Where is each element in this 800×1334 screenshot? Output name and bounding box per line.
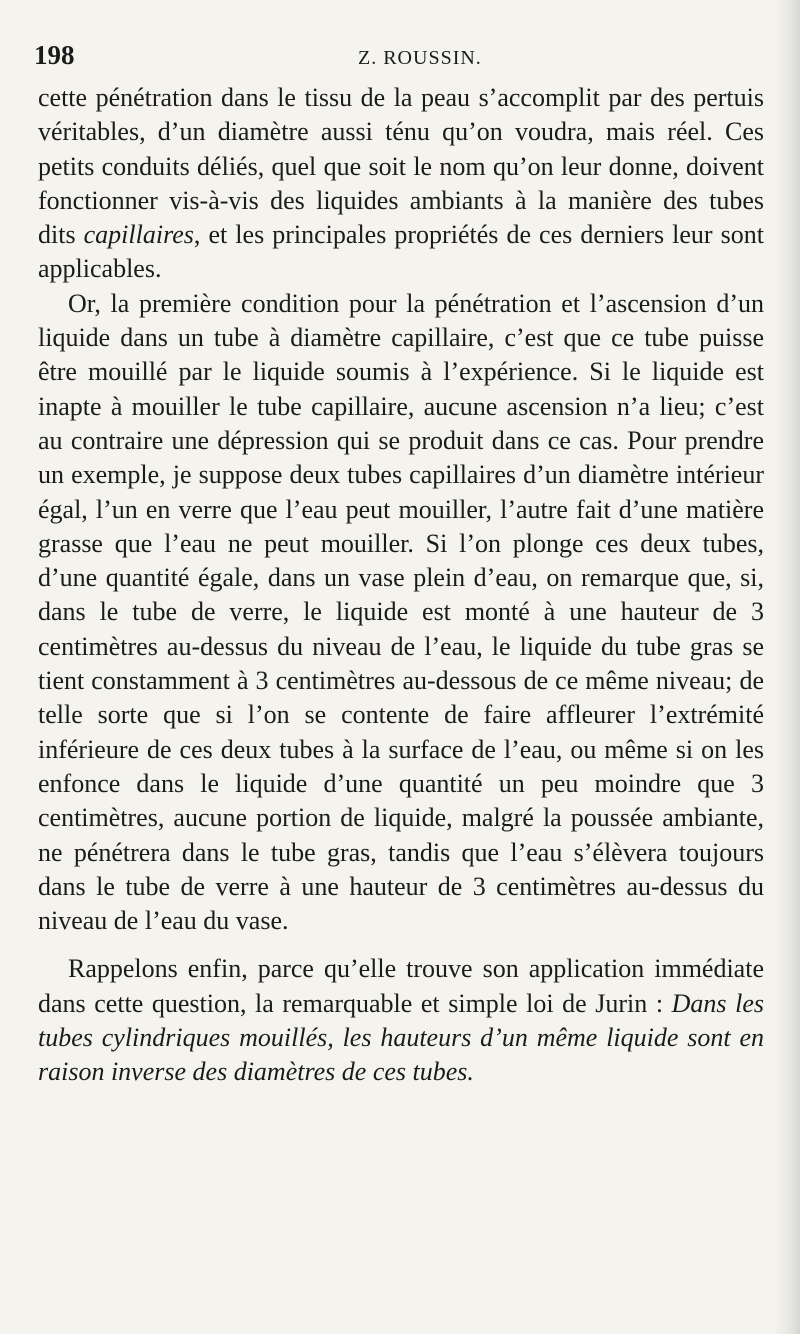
paragraph-1-text-b: , et les principales propriétés de ces derniers leur sont applicables.	[38, 220, 764, 284]
jurin-law-italic: Dans les tubes cylindriques mouillés, les hauteurs d’un même liquide sont en raison inverse des diamètres de ces tubes.	[38, 988, 764, 1087]
page-edge-shadow	[774, 0, 800, 1334]
page-header	[34, 40, 754, 74]
paragraph-1	[38, 81, 764, 287]
paragraph-1-italic-term: capillaires	[83, 220, 194, 250]
page-number: 198	[34, 40, 75, 70]
running-head: Z. ROUSSIN.	[358, 47, 482, 69]
paragraph-2: Or, la première condition pour la pénétration et l’ascension d’un liquide dans un tube à diamètre capillaire, c’est que ce tube puisse être mouillé par le liquide soumis à l’expérience. Si le liquide est inapte à mouiller le tube capillaire, aucune ascension n’a lieu; c’est au contraire une dépression qui se produit dans ce cas. Pour prendre un exemple, je suppose deux tubes capillaires d’un diamètre intérieur égal, l’un en verre que l’eau peut mouiller, l’autre fait d’une matière grasse que l’eau ne peut mouiller. Si l’on plonge ces deux tubes, d’une quantité égale, dans un vase plein d’eau, on remarque que, si, dans le tube de verre, le liquide est monté à une hauteur de 3 centimètres au-dessus du niveau de l’eau, le liquide du tube gras se tient constamment à 3 centimètres au-dessous de ce même niveau; de telle sorte que si l’on se contente de faire affleurer l’extrémité inférieure de ces deux tubes à la surface de l’eau, ou même si on les enfonce dans le liquide d’une quantité un peu moindre que 3 centimètres, aucune portion de liquide, malgré la poussée ambiante, ne pénétrera dans le tube gras, tandis que l’eau s’élèvera toujours dans le tube de verre à une hauteur de 3 centimètres au-dessus du niveau de l’eau du vase.	[38, 288, 764, 936]
body-text	[38, 81, 764, 1090]
paragraph-1-text-a: cette pénétration dans le tissu de la peau s’accomplit par des pertuis véritables, d’un diamètre aussi ténu qu’on voudra, mais réel. Ces petits conduits déliés, quel que soit le nom qu’on leur donne, doivent fonctionner vis-à-vis des liquides ambiants à la manière des tubes dits	[38, 83, 764, 250]
paragraph-3-text-a: Rappelons enfin, parce qu’elle trouve son application immédiate dans cette question, la remarquable et simple loi de Jurin :	[38, 954, 764, 1018]
paragraph-3	[38, 952, 764, 1089]
